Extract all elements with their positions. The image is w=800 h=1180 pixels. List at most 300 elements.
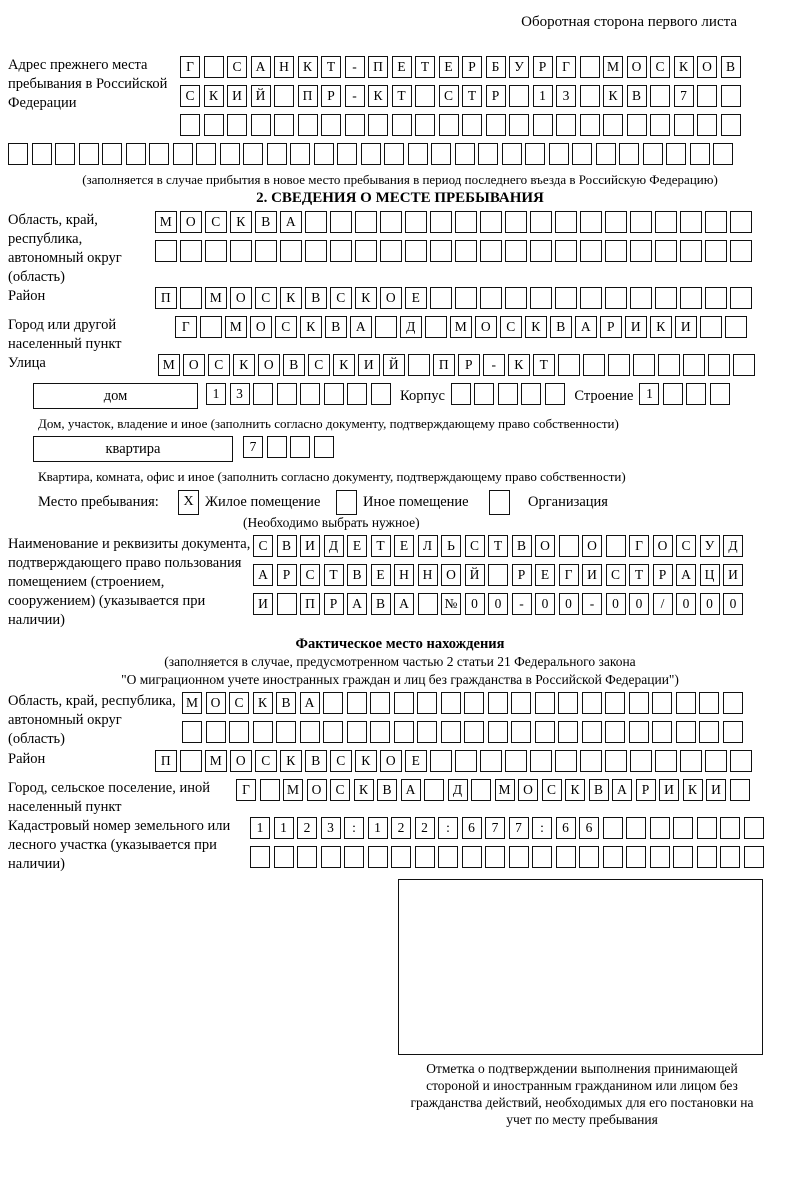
char-cell: [480, 240, 502, 262]
char-cell: М: [225, 316, 247, 338]
char-cell: [298, 114, 318, 136]
oblast-label: Область, край, республика, автономный округ (область): [8, 212, 122, 285]
char-cell: [370, 692, 390, 714]
char-cell: [680, 211, 702, 233]
korpus-cells: [451, 383, 569, 405]
char-cell: О: [230, 287, 252, 309]
char-cell: К: [650, 316, 672, 338]
char-cell: [658, 354, 680, 376]
char-cell: [680, 287, 702, 309]
factual-rayon-label: Район: [8, 751, 46, 767]
char-cell: [556, 114, 576, 136]
char-cell: [392, 114, 412, 136]
char-cell: К: [333, 354, 355, 376]
prev-address-row-1: [180, 56, 744, 78]
char-cell: [455, 240, 477, 262]
factual-oblast-rows: [182, 692, 746, 750]
dom-block: [8, 383, 792, 412]
char-cell: 0: [723, 593, 743, 615]
kvartira-caption: Квартира, комната, офис и иное (заполнить согласно документу, подтверждающему право собственности): [38, 469, 626, 484]
char-cell: [370, 721, 390, 743]
char-cell: [545, 383, 565, 405]
char-cell: В: [325, 316, 347, 338]
char-cell: С: [330, 750, 352, 772]
checkbox-organizatsiya: [489, 490, 510, 515]
char-cell: О: [180, 211, 202, 233]
char-cell: [255, 240, 277, 262]
checkbox-inoe: [336, 490, 357, 515]
char-cell: [405, 240, 427, 262]
char-cell: О: [183, 354, 205, 376]
char-cell: [630, 750, 652, 772]
ulitsa-block: [8, 354, 792, 383]
char-cell: М: [283, 779, 303, 801]
char-cell: [418, 593, 438, 615]
document-row-3: [253, 593, 747, 615]
char-cell: [455, 750, 477, 772]
char-cell: 7: [485, 817, 505, 839]
char-cell: [321, 114, 341, 136]
char-cell: Т: [462, 85, 482, 107]
char-cell: У: [509, 56, 529, 78]
char-cell: [180, 287, 202, 309]
char-cell: [173, 143, 193, 165]
char-cell: [455, 143, 475, 165]
char-cell: О: [250, 316, 272, 338]
char-cell: [533, 114, 553, 136]
dom-cells: [206, 383, 394, 405]
char-cell: [583, 354, 605, 376]
char-cell: [375, 316, 397, 338]
char-cell: О: [441, 564, 461, 586]
char-cell: Е: [347, 535, 367, 557]
char-cell: [408, 354, 430, 376]
char-cell: Н: [274, 56, 294, 78]
mesto-label: Место пребывания:: [38, 493, 159, 510]
char-cell: -: [512, 593, 532, 615]
char-cell: [603, 114, 623, 136]
char-cell: [680, 750, 702, 772]
char-cell: Т: [629, 564, 649, 586]
char-cell: [525, 143, 545, 165]
char-cell: 6: [579, 817, 599, 839]
char-cell: [663, 383, 683, 405]
char-cell: [431, 143, 451, 165]
char-cell: 1: [206, 383, 226, 405]
char-cell: [485, 846, 505, 868]
char-cell: [603, 817, 623, 839]
char-cell: 0: [700, 593, 720, 615]
char-cell: [474, 383, 494, 405]
char-cell: [596, 143, 616, 165]
char-cell: Д: [723, 535, 743, 557]
char-cell: М: [495, 779, 515, 801]
char-cell: О: [206, 692, 226, 714]
char-cell: [530, 750, 552, 772]
char-cell: [229, 721, 249, 743]
korpus-label: Корпус: [400, 388, 445, 404]
kvartira-cells: [243, 436, 337, 458]
section2-title: 2. СВЕДЕНИЯ О МЕСТЕ ПРЕБЫВАНИЯ: [256, 190, 544, 206]
char-cell: [699, 721, 719, 743]
char-cell: [580, 240, 602, 262]
char-cell: [690, 143, 710, 165]
char-cell: [405, 211, 427, 233]
char-cell: К: [230, 211, 252, 233]
char-cell: [250, 846, 270, 868]
mesto-hint: (Необходимо выбрать нужное): [243, 515, 420, 530]
char-cell: В: [277, 535, 297, 557]
char-cell: [243, 143, 263, 165]
char-cell: [650, 817, 670, 839]
char-cell: [180, 750, 202, 772]
char-cell: Р: [653, 564, 673, 586]
char-cell: :: [344, 817, 364, 839]
prev-address-label: Адрес прежнего места пребывания в Российской Федерации: [8, 57, 168, 111]
char-cell: С: [300, 564, 320, 586]
char-cell: О: [627, 56, 647, 78]
dom-box: дом: [33, 383, 198, 409]
char-cell: [572, 143, 592, 165]
char-cell: [347, 721, 367, 743]
char-cell: [480, 287, 502, 309]
char-cell: О: [518, 779, 538, 801]
char-cell: [655, 287, 677, 309]
char-cell: К: [603, 85, 623, 107]
factual-gorod-label: Город, сельское поселение, иной населенный пункт: [8, 780, 211, 815]
gorod-block: [8, 316, 792, 354]
char-cell: В: [721, 56, 741, 78]
char-cell: С: [208, 354, 230, 376]
char-cell: [451, 383, 471, 405]
char-cell: Р: [458, 354, 480, 376]
kadastr-row-2: [250, 846, 767, 868]
char-cell: [182, 721, 202, 743]
char-cell: М: [205, 287, 227, 309]
char-cell: [556, 846, 576, 868]
char-cell: [559, 535, 579, 557]
char-cell: /: [653, 593, 673, 615]
char-cell: [305, 211, 327, 233]
char-cell: [720, 846, 740, 868]
char-cell: [730, 240, 752, 262]
char-cell: [605, 287, 627, 309]
char-cell: 3: [230, 383, 250, 405]
char-cell: А: [300, 692, 320, 714]
kvartira-box: квартира: [33, 436, 233, 462]
char-cell: 2: [391, 817, 411, 839]
char-cell: [630, 287, 652, 309]
char-cell: [502, 143, 522, 165]
char-cell: Е: [392, 56, 412, 78]
factual-oblast-row-1: [182, 692, 746, 714]
char-cell: [511, 692, 531, 714]
char-cell: [683, 354, 705, 376]
char-cell: [300, 383, 320, 405]
char-cell: [697, 85, 717, 107]
char-cell: К: [368, 85, 388, 107]
char-cell: №: [441, 593, 461, 615]
char-cell: [605, 240, 627, 262]
char-cell: [324, 383, 344, 405]
char-cell: [79, 143, 99, 165]
char-cell: [579, 846, 599, 868]
char-cell: [126, 143, 146, 165]
char-cell: К: [565, 779, 585, 801]
factual-oblast-block: [8, 692, 792, 750]
char-cell: В: [283, 354, 305, 376]
char-cell: С: [227, 56, 247, 78]
factual-title: Фактическое место нахождения: [295, 636, 505, 652]
char-cell: [655, 211, 677, 233]
char-cell: [267, 436, 287, 458]
char-cell: [355, 211, 377, 233]
char-cell: А: [676, 564, 696, 586]
char-cell: [204, 114, 224, 136]
char-cell: [464, 692, 484, 714]
char-cell: [430, 211, 452, 233]
char-cell: [705, 240, 727, 262]
char-cell: [200, 316, 222, 338]
char-cell: П: [155, 287, 177, 309]
char-cell: Д: [448, 779, 468, 801]
prev-address-rows: [180, 56, 744, 143]
char-cell: Д: [400, 316, 422, 338]
char-cell: [626, 846, 646, 868]
char-cell: У: [700, 535, 720, 557]
char-cell: [438, 846, 458, 868]
char-cell: [505, 750, 527, 772]
char-cell: [455, 211, 477, 233]
char-cell: [204, 56, 224, 78]
char-cell: Е: [535, 564, 555, 586]
char-cell: В: [550, 316, 572, 338]
prev-address-row-3: [180, 114, 744, 136]
opt-org-label: Организация: [528, 494, 608, 510]
char-cell: Р: [533, 56, 553, 78]
char-cell: [206, 721, 226, 743]
char-cell: Г: [556, 56, 576, 78]
stamp-area: [398, 879, 766, 1128]
char-cell: [744, 817, 764, 839]
char-cell: -: [345, 85, 365, 107]
ulitsa-row: [158, 354, 758, 376]
char-cell: В: [512, 535, 532, 557]
char-cell: [555, 287, 577, 309]
char-cell: [394, 721, 414, 743]
char-cell: [227, 114, 247, 136]
char-cell: [555, 240, 577, 262]
char-cell: [723, 721, 743, 743]
char-cell: [267, 143, 287, 165]
opt-zhiloe-label: Жилое помещение: [205, 494, 321, 510]
char-cell: 0: [606, 593, 626, 615]
char-cell: Д: [324, 535, 344, 557]
char-cell: С: [439, 85, 459, 107]
char-cell: [430, 287, 452, 309]
char-cell: -: [483, 354, 505, 376]
char-cell: [705, 211, 727, 233]
char-cell: [430, 240, 452, 262]
oblast-row-2: [155, 240, 755, 262]
stamp-caption: Отметка о подтверждении выполнения принимающей стороной и иностранным гражданином или лицом без гражданства действий, необходимых для его постановки на учет по месту пребывания: [410, 1061, 754, 1127]
oblast-rows: [155, 211, 755, 269]
char-cell: [471, 779, 491, 801]
char-cell: [300, 721, 320, 743]
char-cell: [480, 750, 502, 772]
char-cell: [441, 721, 461, 743]
char-cell: [462, 114, 482, 136]
ulitsa-label: Улица: [8, 355, 46, 371]
char-cell: [347, 692, 367, 714]
char-cell: [251, 114, 271, 136]
char-cell: [394, 692, 414, 714]
char-cell: Г: [180, 56, 200, 78]
factual-note-2: "О миграционном учете иностранных граждан и лиц без гражданства в Российской Федерации"): [121, 672, 679, 687]
char-cell: [721, 85, 741, 107]
char-cell: [439, 114, 459, 136]
char-cell: [730, 779, 750, 801]
rayon-block: [8, 287, 792, 316]
char-cell: Р: [486, 85, 506, 107]
char-cell: [274, 114, 294, 136]
char-cell: О: [230, 750, 252, 772]
gorod-label: Город или другой населенный пункт: [8, 317, 122, 352]
char-cell: [720, 817, 740, 839]
dom-caption: Дом, участок, владение и иное (заполнить согласно документу, подтверждающему право собственности): [38, 416, 619, 431]
char-cell: М: [450, 316, 472, 338]
char-cell: Й: [383, 354, 405, 376]
char-cell: С: [308, 354, 330, 376]
char-cell: [626, 817, 646, 839]
char-cell: Е: [405, 287, 427, 309]
char-cell: П: [300, 593, 320, 615]
char-cell: [606, 535, 626, 557]
char-cell: 0: [535, 593, 555, 615]
char-cell: [580, 287, 602, 309]
char-cell: 1: [250, 817, 270, 839]
char-cell: Б: [486, 56, 506, 78]
char-cell: С: [676, 535, 696, 557]
factual-gorod-row: [236, 779, 753, 801]
char-cell: [674, 114, 694, 136]
char-cell: Р: [600, 316, 622, 338]
char-cell: -: [582, 593, 602, 615]
char-cell: Е: [439, 56, 459, 78]
char-cell: [511, 721, 531, 743]
char-cell: Г: [559, 564, 579, 586]
factual-note-1: (заполняется в случае, предусмотренном частью 2 статьи 21 Федерального закона: [164, 654, 636, 669]
char-cell: М: [155, 211, 177, 233]
char-cell: [230, 240, 252, 262]
char-cell: В: [305, 750, 327, 772]
char-cell: Т: [324, 564, 344, 586]
char-cell: О: [697, 56, 717, 78]
char-cell: [509, 846, 529, 868]
char-cell: Т: [392, 85, 412, 107]
char-cell: С: [255, 287, 277, 309]
char-cell: 3: [321, 817, 341, 839]
char-cell: [478, 143, 498, 165]
char-cell: С: [500, 316, 522, 338]
rayon-row: [155, 287, 755, 309]
char-cell: Й: [251, 85, 271, 107]
char-cell: [425, 316, 447, 338]
prev-address-row-4: [8, 143, 792, 165]
char-cell: -: [345, 56, 365, 78]
char-cell: [630, 211, 652, 233]
char-cell: [643, 143, 663, 165]
char-cell: Ц: [700, 564, 720, 586]
char-cell: [253, 383, 273, 405]
char-cell: И: [227, 85, 247, 107]
char-cell: [55, 143, 75, 165]
char-cell: [509, 85, 529, 107]
char-cell: А: [280, 211, 302, 233]
char-cell: Г: [175, 316, 197, 338]
char-cell: :: [438, 817, 458, 839]
char-cell: И: [706, 779, 726, 801]
char-cell: :: [532, 817, 552, 839]
char-cell: [408, 143, 428, 165]
document-block: [8, 535, 792, 630]
char-cell: 6: [556, 817, 576, 839]
char-cell: [558, 692, 578, 714]
char-cell: С: [465, 535, 485, 557]
char-cell: [535, 692, 555, 714]
char-cell: [535, 721, 555, 743]
char-cell: [605, 750, 627, 772]
mesto-block: [8, 489, 792, 515]
char-cell: А: [394, 593, 414, 615]
char-cell: А: [350, 316, 372, 338]
char-cell: [700, 316, 722, 338]
char-cell: [705, 287, 727, 309]
char-cell: Н: [418, 564, 438, 586]
char-cell: К: [354, 779, 374, 801]
char-cell: [488, 692, 508, 714]
char-cell: [549, 143, 569, 165]
char-cell: Т: [533, 354, 555, 376]
char-cell: С: [330, 779, 350, 801]
char-cell: [673, 846, 693, 868]
stroenie-cells: [639, 383, 733, 405]
char-cell: А: [251, 56, 271, 78]
char-cell: [521, 383, 541, 405]
char-cell: [652, 721, 672, 743]
char-cell: [673, 817, 693, 839]
char-cell: [733, 354, 755, 376]
char-cell: С: [255, 750, 277, 772]
char-cell: [355, 240, 377, 262]
char-cell: В: [371, 593, 391, 615]
char-cell: [605, 721, 625, 743]
char-cell: [558, 354, 580, 376]
char-cell: [605, 211, 627, 233]
char-cell: М: [182, 692, 202, 714]
char-cell: [666, 143, 686, 165]
char-cell: [361, 143, 381, 165]
char-cell: [580, 114, 600, 136]
char-cell: [505, 240, 527, 262]
char-cell: [274, 85, 294, 107]
char-cell: [391, 846, 411, 868]
oblast-block: [8, 211, 792, 287]
char-cell: [347, 383, 367, 405]
char-cell: Р: [512, 564, 532, 586]
char-cell: [498, 383, 518, 405]
char-cell: 0: [488, 593, 508, 615]
